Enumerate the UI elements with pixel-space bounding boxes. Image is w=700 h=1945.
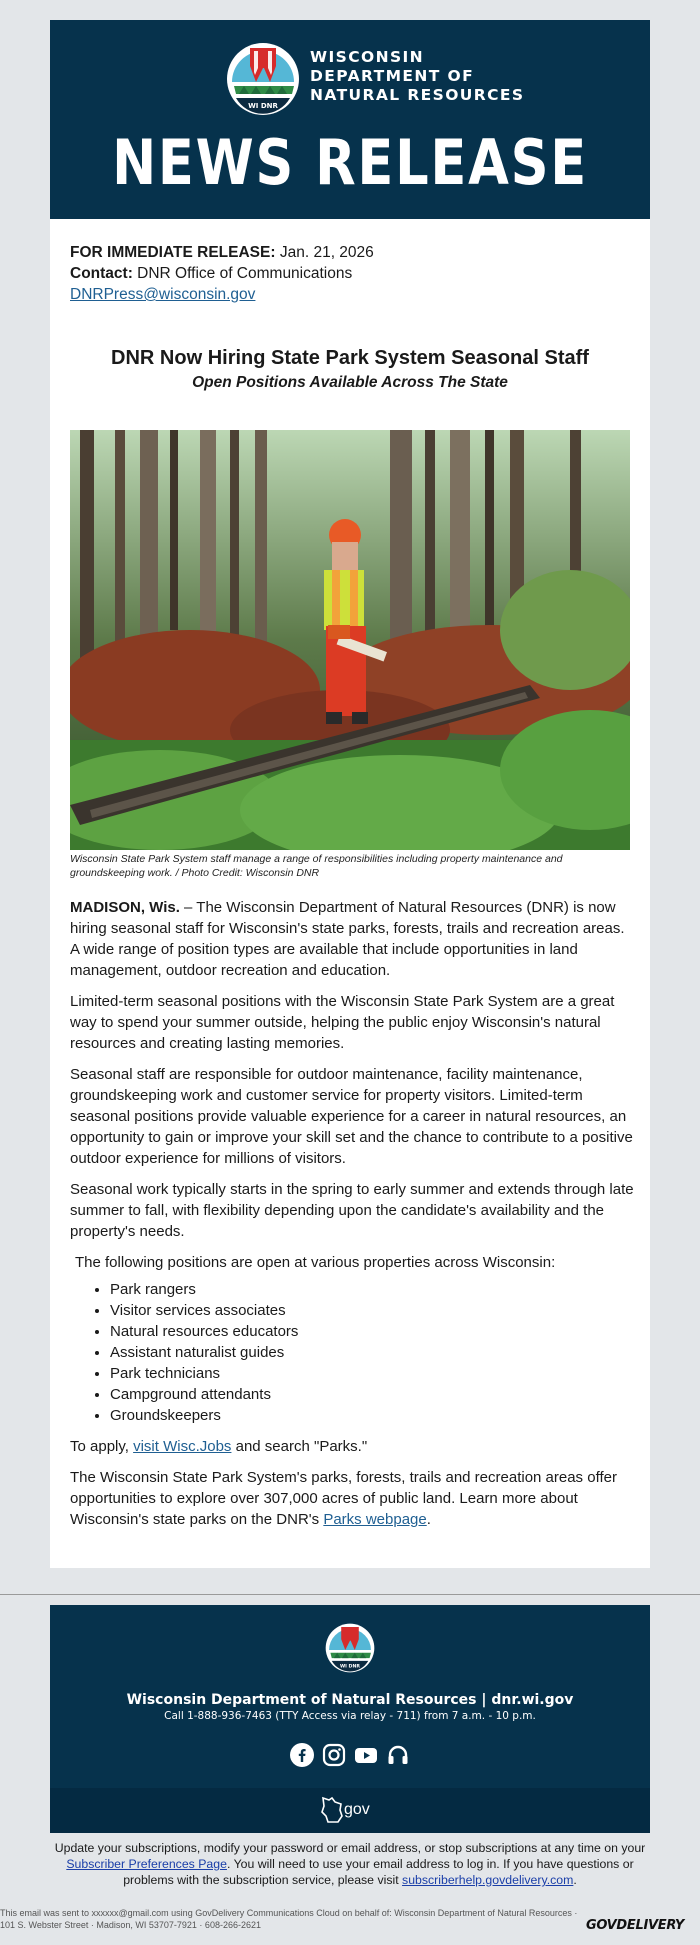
svg-text:WI DNR: WI DNR <box>339 1664 361 1670</box>
wisconsin-state-icon <box>320 1796 344 1824</box>
list-item: • Park rangers <box>110 1279 635 1300</box>
parks-webpage-link[interactable]: Parks webpage <box>323 1511 427 1528</box>
list-item: • Natural resources educators <box>110 1321 635 1342</box>
subscriber-preferences-link[interactable]: Subscriber Preferences Page <box>66 1857 227 1871</box>
photo-caption: Wisconsin State Park System staff manage a range of responsibilities including property maintenance and groundskeeping work. / Photo Credit: Wisconsin DNR <box>70 853 563 879</box>
release-date: Jan. 21, 2026 <box>279 244 374 261</box>
contact-label: Contact: <box>70 265 133 282</box>
sent-notice: This email was sent to xxxxxx@gmail.com using GovDelivery Communications Cloud on behalf of: Wisconsin Department of Natural Resources · 101 S. Webster Street · Madison, WI 53707-7921 · 608-266-2621 <box>0 1908 578 1930</box>
wisc-jobs-link[interactable]: visit Wisc.Jobs <box>133 1438 232 1455</box>
footer-band <box>50 1788 650 1833</box>
subscription-notice: Update your subscriptions, modify your password or email address, or stop subscriptions at any time on your Subscriber Preferences Page. You will need to use your email address to log in. If you have questions or problems with the subscription service, please visit subscriberhelp.govdelivery.com. <box>54 1841 646 1887</box>
svg-text:WI DNR: WI DNR <box>248 102 278 110</box>
release-meta <box>70 242 374 305</box>
facebook-icon[interactable] <box>290 1743 314 1767</box>
article-subheadline: Open Positions Available Across The State <box>192 374 508 391</box>
footer-call-info: Call 1-888-936-7463 (TTY Access via relay - 711) from 7 a.m. - 10 p.m. <box>164 1710 536 1722</box>
paragraph-4: Seasonal work typically starts in the spring to early summer and extends through late summer to fall, with flexibility depending upon the candidate's availability and the property's needs. <box>70 1181 634 1240</box>
govdelivery-logo[interactable]: GOVDELIVERY <box>586 1918 684 1933</box>
wi-dnr-logo <box>226 42 300 116</box>
wi-dnr-footer-logo[interactable] <box>325 1623 375 1673</box>
article-body <box>70 897 635 1540</box>
dateline: MADISON, Wis. <box>70 899 180 916</box>
list-item: • Visitor services associates <box>110 1300 635 1321</box>
positions-list <box>110 1279 635 1426</box>
header-banner <box>50 20 650 219</box>
list-item: • Campground attendants <box>110 1384 635 1405</box>
paragraph-1: MADISON, Wis. – The Wisconsin Department of Natural Resources (DNR) is now hiring seasonal staff for Wisconsin's state parks, forests, trails and recreation areas. A wide range of position types are available that include opportunities in land management, outdoor recreation and education. <box>70 899 625 979</box>
positions-intro: The following positions are open at various properties across Wisconsin: <box>75 1254 556 1271</box>
contact-name: DNR Office of Communications <box>137 265 353 282</box>
news-release-title: NEWS RELEASE <box>112 126 588 199</box>
social-links <box>290 1743 410 1769</box>
list-item: • Assistant naturalist guides <box>110 1342 635 1363</box>
closing-paragraph: The Wisconsin State Park System's parks, forests, trails and recreation areas offer opportunities to explore over 307,000 acres of public land. Learn more about Wisconsin's state parks on the DNR's Parks webpage. <box>70 1469 617 1528</box>
list-item: • Park technicians <box>110 1363 635 1384</box>
agency-name <box>310 48 524 105</box>
footer-banner <box>50 1605 650 1833</box>
footer-divider <box>0 1594 700 1595</box>
paragraph-3: Seasonal staff are responsible for outdoor maintenance, facility maintenance, groundskeeping work and customer service for property visitors. Limited-term seasonal positions provide valuable experience for a career in natural resources, an opportunity to gain or improve your skill set and the chance to contribute to a positive outdoor experience for millions of visitors. <box>70 1066 633 1167</box>
news-release-card <box>50 20 650 1568</box>
press-email-link[interactable]: DNRPress@wisconsin.gov <box>70 286 256 303</box>
wi-gov-logo[interactable] <box>320 1795 370 1825</box>
podcast-icon[interactable] <box>386 1743 410 1767</box>
agency-line-1: WISCONSIN <box>310 48 425 66</box>
article-headline: DNR Now Hiring State Park System Seasonal Staff <box>111 347 589 369</box>
paragraph-2: Limited-term seasonal positions with the Wisconsin State Park System are a great way to spend your summer outside, helping the public enjoy Wisconsin's natural resources and creating lasting memories. <box>70 993 615 1052</box>
youtube-icon[interactable] <box>354 1743 378 1767</box>
footer-org-name: Wisconsin Department of Natural Resources | dnr.wi.gov <box>126 1692 574 1708</box>
wi-gov-text: gov <box>344 1801 370 1818</box>
instagram-icon[interactable] <box>322 1743 346 1767</box>
subscriber-help-link[interactable]: subscriberhelp.govdelivery.com <box>402 1873 574 1887</box>
apply-paragraph: To apply, visit Wisc.Jobs and search "Parks." <box>70 1438 368 1455</box>
release-label: FOR IMMEDIATE RELEASE: <box>70 244 276 261</box>
article-photo <box>70 430 630 850</box>
agency-line-2: DEPARTMENT OF <box>310 67 475 85</box>
agency-line-3: NATURAL RESOURCES <box>310 86 525 104</box>
list-item: • Groundskeepers <box>110 1405 635 1426</box>
